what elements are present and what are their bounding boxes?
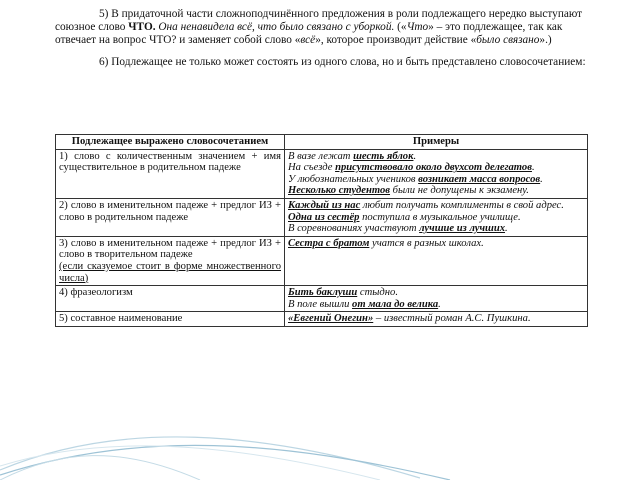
construction-text: 2) слово в именительном падеже + предлог ИЗ + слово в родительном падеже <box>59 199 281 223</box>
example-sentence <box>288 212 584 224</box>
construction-text: 1) слово с количественным значением + имя существительное в родительном падеже <box>59 150 281 174</box>
example-sentence <box>288 223 584 235</box>
example-post: были не допущены к экзамену. <box>390 185 529 197</box>
row-examples <box>285 198 588 236</box>
example-sentence <box>288 238 584 250</box>
example-pre: В вазе лежат <box>288 150 354 162</box>
example-sentence <box>288 200 584 212</box>
row-examples <box>285 236 588 285</box>
example-post: . <box>540 173 543 185</box>
decorative-swoosh <box>0 400 640 480</box>
example-sentence: Она ненавидела всё, что было связано с уборкой. <box>158 21 395 33</box>
construction-note: (если сказуемое стоит в форме множественного числа) <box>59 260 281 284</box>
example-post: любит получать комплименты в свой адрес. <box>360 199 564 211</box>
example-sentence <box>288 162 584 174</box>
header-right: Примеры <box>285 135 588 150</box>
example-post: . <box>531 162 535 174</box>
construction-text: 3) слово в именительном падеже + предлог ИЗ + слово в творительном падеже <box>59 237 281 261</box>
row-construction <box>56 312 285 327</box>
example-sentence <box>288 174 584 186</box>
example-post: стыдно. <box>357 287 398 299</box>
row-examples <box>285 286 588 312</box>
row-construction <box>56 236 285 285</box>
example-pre: В соревнованиях участвуют <box>288 223 420 235</box>
example-sentence <box>288 185 584 197</box>
example-subject: Бить баклуши <box>288 287 358 299</box>
construction-text: 5) составное наименование <box>59 313 183 325</box>
example-subject: Каждый из нас <box>288 199 361 211</box>
table-row <box>56 198 588 236</box>
example-subject: Сестра с братом <box>288 237 370 249</box>
table-header-row <box>56 135 588 150</box>
example-post: – известный роман А.С. Пушкина. <box>373 313 531 325</box>
example-post: . <box>438 298 441 310</box>
row-construction <box>56 198 285 236</box>
table-row <box>56 286 588 312</box>
example-subject: присутствовало около двухсот делегатов <box>335 162 532 174</box>
example-post: . <box>505 223 508 235</box>
row-examples <box>285 149 588 198</box>
example-sentence <box>288 313 584 325</box>
row-construction <box>56 286 285 312</box>
example-subject: Одна из сестёр <box>288 211 360 223</box>
keyword-chto: ЧТО. <box>128 21 156 33</box>
example-sentence <box>288 151 584 163</box>
example-subject: от мала до велика <box>352 298 439 310</box>
example-post: учатся в разных школах. <box>369 237 484 249</box>
example-subject: возникает масса вопросов <box>418 173 541 185</box>
example-pre: У любознательных учеников <box>288 173 419 185</box>
example-post: . <box>413 150 417 162</box>
table-row <box>56 236 588 285</box>
document-body <box>55 8 591 69</box>
row-construction <box>56 149 285 198</box>
subject-phrase-table <box>55 134 588 327</box>
example-post: поступила в музыкальное училище. <box>359 211 521 223</box>
row-examples <box>285 312 588 327</box>
header-left: Подлежащее выражено словосочетанием <box>56 135 285 150</box>
paragraph-6: 6) Подлежащее не только может состоять из одного слова, но и быть представлено словосочетанием: <box>99 56 586 68</box>
example-sentence <box>288 287 584 299</box>
example-subject: шесть яблок <box>353 150 414 162</box>
example-subject: лучшие из лучших <box>419 223 506 235</box>
paragraph-5: 5) В придаточной части сложноподчинённого предложения в роли подлежащего нередко выступают союзное слово ЧТО. Она ненавидела всё, что было связано с уборкой. («Что» – это подлежащее, так как отвечает на вопрос ЧТО? и заменяет собой слово «всё», которое производит действие «было связано».) <box>55 8 583 46</box>
example-pre: В поле вышли <box>288 298 353 310</box>
example-subject: «Евгений Онегин» <box>288 313 374 325</box>
construction-text: 4) фразеологизм <box>59 287 133 299</box>
example-subject: Несколько студентов <box>288 185 391 197</box>
table-row <box>56 312 588 327</box>
example-pre: На съезде <box>288 162 336 174</box>
example-sentence <box>288 299 584 311</box>
table-row <box>56 149 588 198</box>
